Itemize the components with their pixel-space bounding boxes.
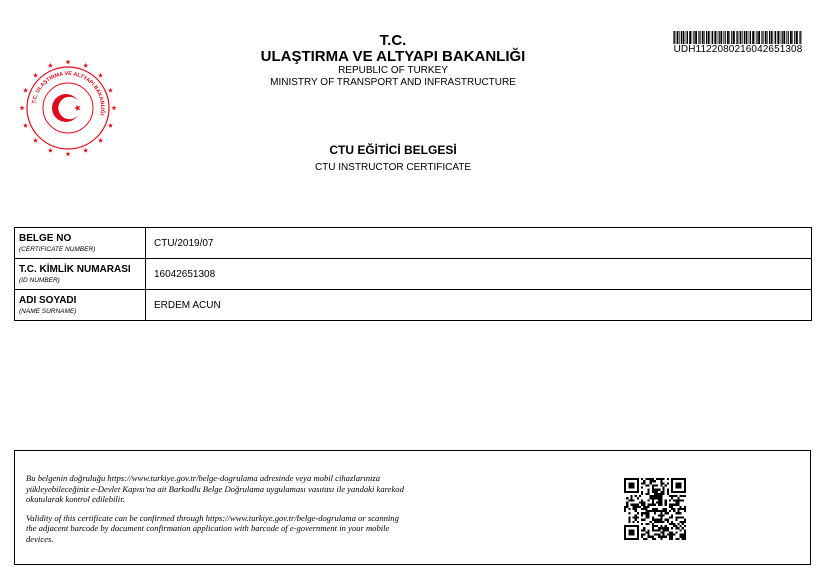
id-number-value: 16042651308 <box>146 259 812 290</box>
field-label-cell <box>15 228 146 259</box>
verification-text-en: Validity of this certificate can be confirmed through https://www.turkiye.gov.tr/belge-dogrulama or scanning the adjacent barcode by document confirmation application with barcode of e-government in your mobile devices. <box>26 512 399 544</box>
certificate-title-tr: CTU EĞİTİCİ BELGESİ <box>329 143 457 157</box>
field-label-cell <box>15 259 146 290</box>
barcode-number: UDH112208021604265130​8 <box>673 44 803 55</box>
field-label-en: (CERTIFICATE NUMBER) <box>19 245 96 253</box>
certificate-info-table <box>14 227 812 321</box>
verification-text <box>26 473 406 552</box>
header-tc: T.C. <box>379 32 407 49</box>
document-header <box>220 32 566 89</box>
header-ministry-tr: ULAŞTIRMA VE ALTYAPI BAKANLIĞI <box>260 48 526 65</box>
ministry-seal-icon <box>18 58 118 158</box>
table-row <box>15 290 812 321</box>
field-label-en: (NAME SURNAME) <box>19 307 77 315</box>
table-row <box>15 259 812 290</box>
header-republic-en: REPUBLIC OF TURKEY <box>338 65 448 76</box>
table-row <box>15 228 812 259</box>
barcode-icon <box>673 31 803 44</box>
certificate-title-en: CTU INSTRUCTOR CERTIFICATE <box>314 162 472 173</box>
verification-box <box>14 450 811 565</box>
barcode-block <box>672 31 804 55</box>
certificate-number-value: CTU/2019/07 <box>146 228 812 259</box>
field-label-en: (ID NUMBER) <box>19 276 60 284</box>
header-ministry-en: MINISTRY OF TRANSPORT AND INFRASTRUCTURE <box>270 77 516 88</box>
field-label-tr: T.C. KİMLİK NUMARASI <box>19 263 131 275</box>
qr-code-icon <box>624 478 686 540</box>
field-label-tr: ADI SOYADI <box>19 294 77 306</box>
certificate-title <box>220 143 566 174</box>
verification-text-tr: Bu belgenin doğruluğu https://www.turkiye.gov.tr/belge-dogrulama adresinde veya mobil cihazlarınıza yükleyebileceğiniz e-Devlet Kapısı'na ait Barkodlu Belge Doğrulama uygulaması vasıtası ile yandaki karekod okutularak kontrol edilebilir. <box>26 473 404 504</box>
field-label-cell <box>15 290 146 321</box>
svg-text:T.C. ULAŞTIRMA VE ALTYAPI BAKA: T.C. ULAŞTIRMA VE ALTYAPI BAKANLIĞI <box>31 70 106 116</box>
name-surname-value: ERDEM ACUN <box>146 290 812 321</box>
field-label-tr: BELGE NO <box>19 232 72 244</box>
